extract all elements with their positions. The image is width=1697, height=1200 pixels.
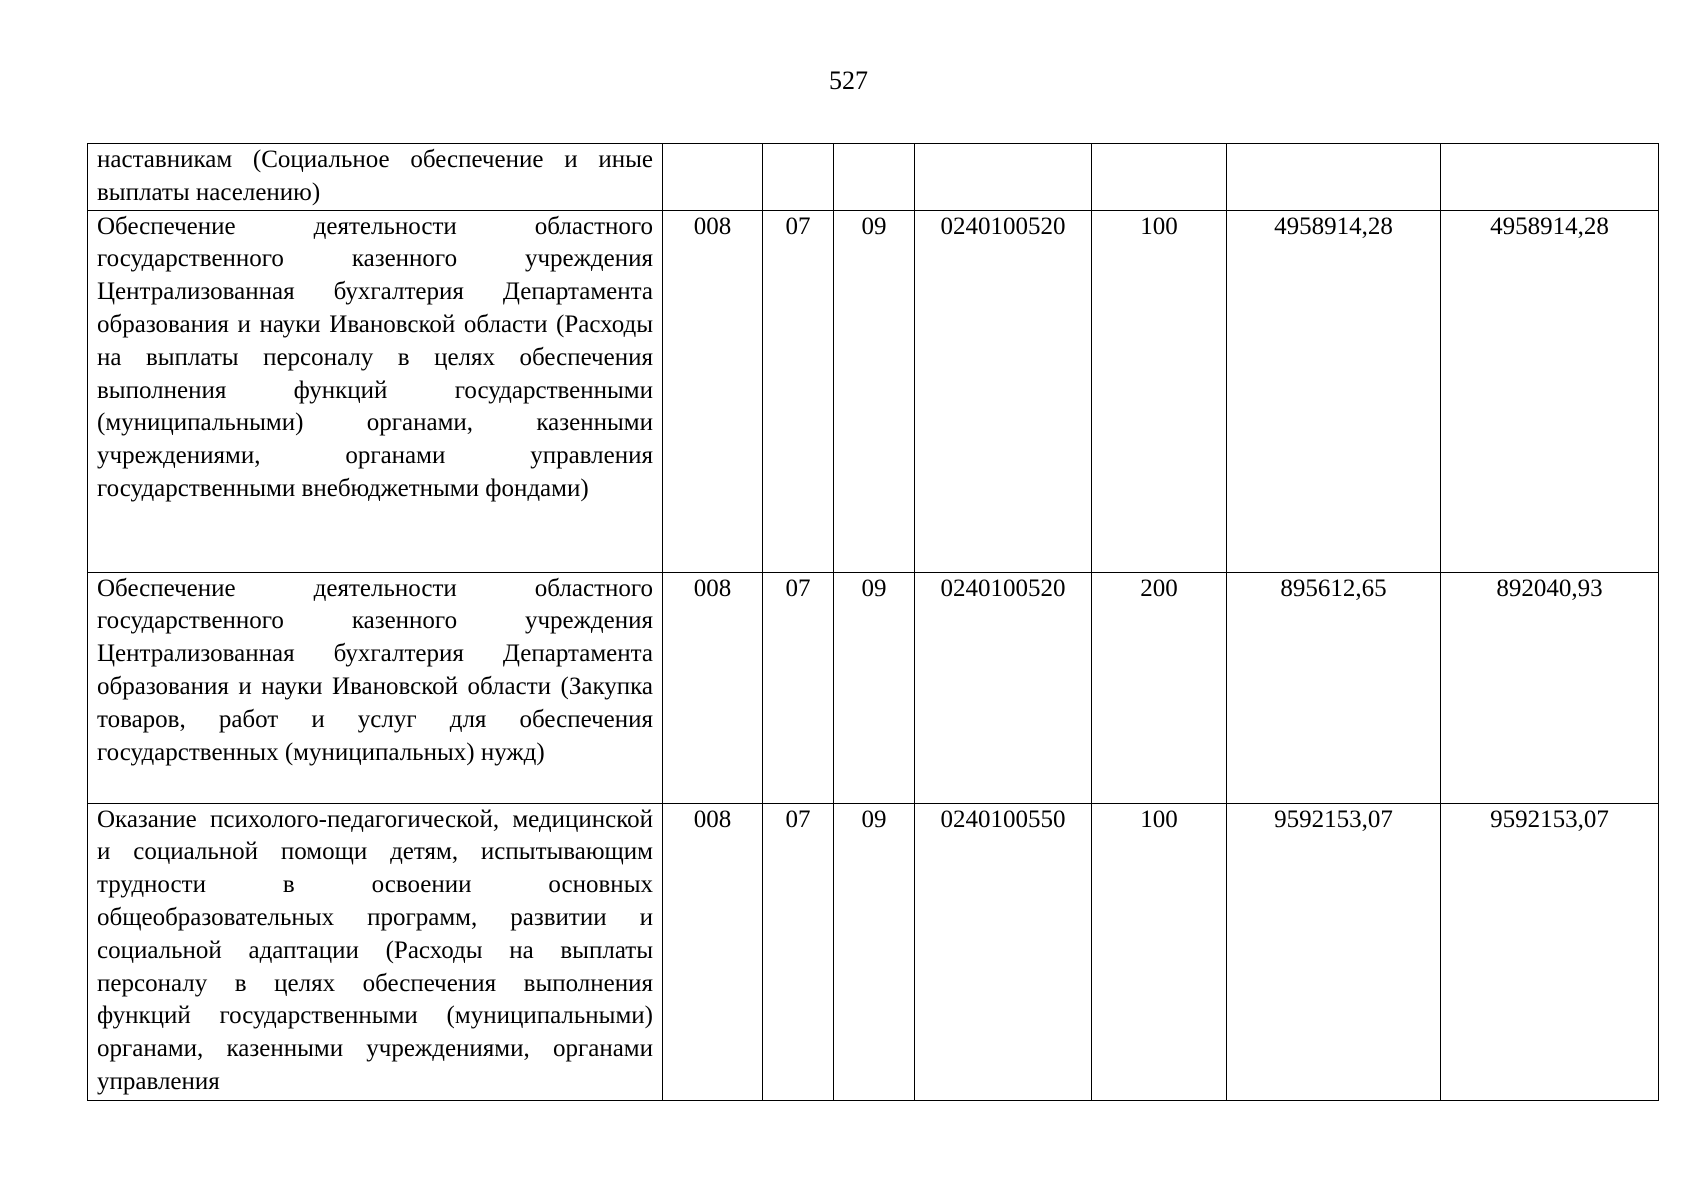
ministry-code: 008 [663, 572, 763, 803]
row-description: Обеспечение деятельности областного государственного казенного учреждения Централизованная бухгалтерия Департамента образования и науки Ивановской области (Закупка товаров, работ и услуг для обеспечения государственных (муниципальных) нужд) [88, 572, 663, 803]
table-row [88, 803, 1659, 1100]
amount-1: 4958914,28 [1227, 210, 1441, 572]
amount-2: 9592153,07 [1441, 803, 1659, 1100]
section-code: 07 [763, 210, 834, 572]
amount-1 [1227, 144, 1441, 211]
expense-type-code: 100 [1092, 803, 1227, 1100]
target-article-code: 0240100520 [915, 210, 1092, 572]
target-article-code: 0240100520 [915, 572, 1092, 803]
ministry-code: 008 [663, 803, 763, 1100]
subsection-code: 09 [834, 803, 915, 1100]
amount-2: 892040,93 [1441, 572, 1659, 803]
subsection-code: 09 [834, 210, 915, 572]
budget-table [87, 143, 1659, 1101]
section-code: 07 [763, 572, 834, 803]
section-code: 07 [763, 803, 834, 1100]
amount-2: 4958914,28 [1441, 210, 1659, 572]
ministry-code [663, 144, 763, 211]
amount-1: 895612,65 [1227, 572, 1441, 803]
table-row [88, 572, 1659, 803]
page-number: 527 [829, 66, 868, 95]
subsection-code: 09 [834, 572, 915, 803]
subsection-code [834, 144, 915, 211]
expense-type-code: 200 [1092, 572, 1227, 803]
table-row [88, 144, 1659, 211]
table-row [88, 210, 1659, 572]
amount-2 [1441, 144, 1659, 211]
section-code [763, 144, 834, 211]
expense-type-code [1092, 144, 1227, 211]
target-article-code [915, 144, 1092, 211]
expense-type-code: 100 [1092, 210, 1227, 572]
ministry-code: 008 [663, 210, 763, 572]
row-description: Оказание психолого-педагогической, медицинской и социальной помощи детям, испытывающим трудности в освоении основных общеобразовательных программ, развитии и социальной адаптации (Расходы на выплаты персоналу в целях обеспечения выполнения функций государственными (муниципальными) органами, казенными учреждениями, органами управления [88, 803, 663, 1100]
row-description: наставникам (Социальное обеспечение и иные выплаты населению) [88, 144, 663, 211]
row-description: Обеспечение деятельности областного государственного казенного учреждения Централизованная бухгалтерия Департамента образования и науки Ивановской области (Расходы на выплаты персоналу в целях обеспечения выполнения функций государственными (муниципальными) органами, казенными учреждениями, органами управления государственными внебюджетными фондами) [88, 210, 663, 572]
target-article-code: 0240100550 [915, 803, 1092, 1100]
amount-1: 9592153,07 [1227, 803, 1441, 1100]
